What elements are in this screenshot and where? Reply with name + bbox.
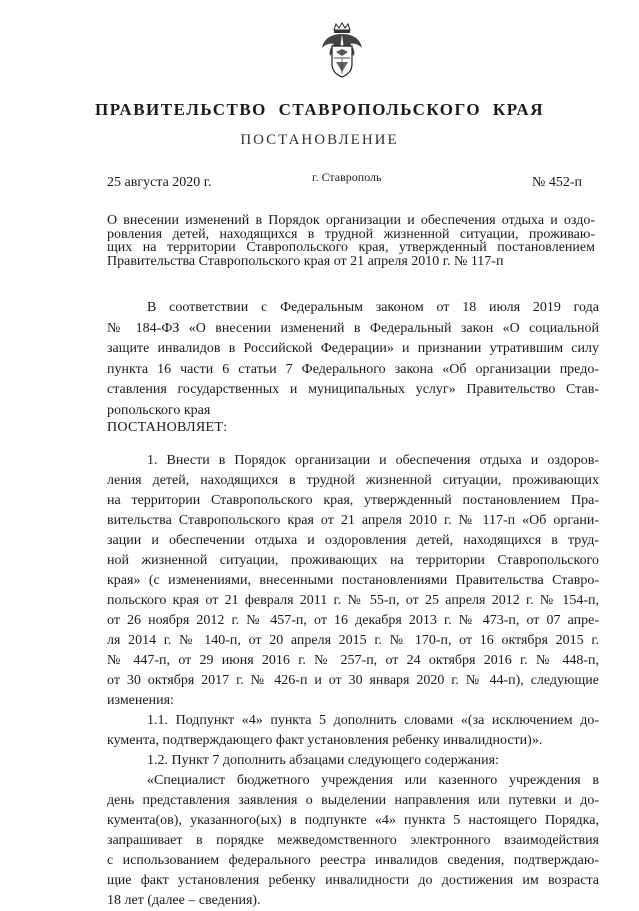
preamble-line: В соответствии с Федеральным законом от 18 июля 2019 года — [147, 300, 599, 315]
body-line: 18 лет (далее – сведения). — [107, 893, 261, 908]
body-line: изменения: — [107, 693, 174, 708]
subject-line: Правительства Ставропольского края от 21 апреля 2010 г. № 117-п — [107, 253, 504, 269]
government-title: ПРАВИТЕЛЬСТВО СТАВРОПОЛЬСКОГО КРАЯ — [95, 100, 544, 119]
preamble-line: пункта 16 части 6 статьи 7 Федерального закона «Об организации предо- — [107, 361, 599, 377]
decree-body — [107, 451, 599, 911]
body-line: ля 2014 г. № 140-п, от 20 апреля 2015 г. № 170-п, от 16 октября 2015 г. — [107, 633, 599, 648]
preamble-paragraph — [107, 298, 599, 421]
preamble-line: ставления государственных и муниципальных услуг» Правительство Став- — [107, 382, 599, 397]
body-line: № 447-п, от 29 июня 2016 г. № 257-п, от 24 октября 2016 г. № 448-п, — [107, 653, 599, 668]
preamble-line: ропольского края — [107, 402, 211, 418]
body-line: от 26 ноября 2012 г. № 457-п, от 16 декабря 2013 г. № 473-п, от 07 апре- — [107, 613, 599, 628]
preamble-line: защите инвалидов в Российской Федерации» и признании утратившим силу — [107, 341, 599, 356]
body-line: кумента, подтверждающего факт установления ребенку инвалидности)». — [107, 733, 543, 748]
subject-line: щих на территории Ставропольского края, утвержденный постановлением — [107, 240, 595, 255]
body-line: 1.2. Пункт 7 дополнить абзацами следующего содержания: — [147, 753, 499, 768]
document-date: 25 августа 2020 г. — [107, 175, 212, 190]
body-line: вительства Ставропольского края от 21 апреля 2010 г. № 117-п «Об органи- — [107, 513, 599, 528]
subject-line: ровления детей, находящихся в трудной жизненной ситуации, проживаю- — [107, 226, 595, 242]
document-number: № 452-п — [532, 175, 583, 190]
document-type: ПОСТАНОВЛЕНИЕ — [240, 132, 399, 148]
body-line: щие факт установления ребенку инвалидности до достижения им возраста — [107, 873, 599, 888]
body-line: края» (с изменениями, внесенными постановлениями Правительства Ставро- — [107, 573, 599, 588]
body-line: день представления заявления о выделении направления или путевки и до- — [107, 793, 599, 808]
preamble-line: № 184-ФЗ «О внесении изменений в Федеральный закон «О социальной — [107, 320, 599, 336]
document-city: г. Ставрополь — [312, 170, 382, 184]
body-line: ной жизненной ситуации, проживающих на территории Ставропольского — [107, 553, 599, 568]
body-line: ления детей, находящихся в трудной жизненной ситуации, проживающих — [107, 473, 599, 488]
body-line: от 30 октября 2017 г. № 426-п и от 30 января 2020 г. № 44-п), следующие — [107, 673, 599, 688]
body-line: 1.1. Подпункт «4» пункта 5 дополнить словами «(за исключением до- — [147, 713, 599, 728]
body-line: 1. Внести в Порядок организации и обеспечения отдыха и оздоров- — [147, 453, 599, 468]
body-line: кумента(ов), указанного(ых) в подпункте «4» пункта 5 настоящего Порядка, — [107, 813, 599, 828]
document-subject — [107, 214, 595, 268]
body-line: зации и обеспечении отдыха и оздоровления детей, находящихся в труд- — [107, 533, 599, 548]
body-line: с использованием федерального реестра инвалидов сведения, подтверждаю- — [107, 853, 599, 868]
subject-line: О внесении изменений в Порядок организации и обеспечения отдыха и оздо- — [107, 213, 595, 228]
body-line: «Специалист бюджетного учреждения или казенного учреждения в — [147, 773, 599, 788]
coat-of-arms-emblem — [320, 22, 364, 80]
coat-of-arms-icon — [320, 22, 364, 80]
body-line: на территории Ставропольского края, утвержденный постановлением Пра- — [107, 493, 599, 508]
body-line: запрашивает в порядке межведомственного электронного взаимодействия — [107, 833, 599, 848]
body-line: польского края от 21 февраля 2011 г. № 55-п, от 25 апреля 2012 г. № 154-п, — [107, 593, 599, 608]
resolves-heading: ПОСТАНОВЛЯЕТ: — [107, 420, 228, 435]
